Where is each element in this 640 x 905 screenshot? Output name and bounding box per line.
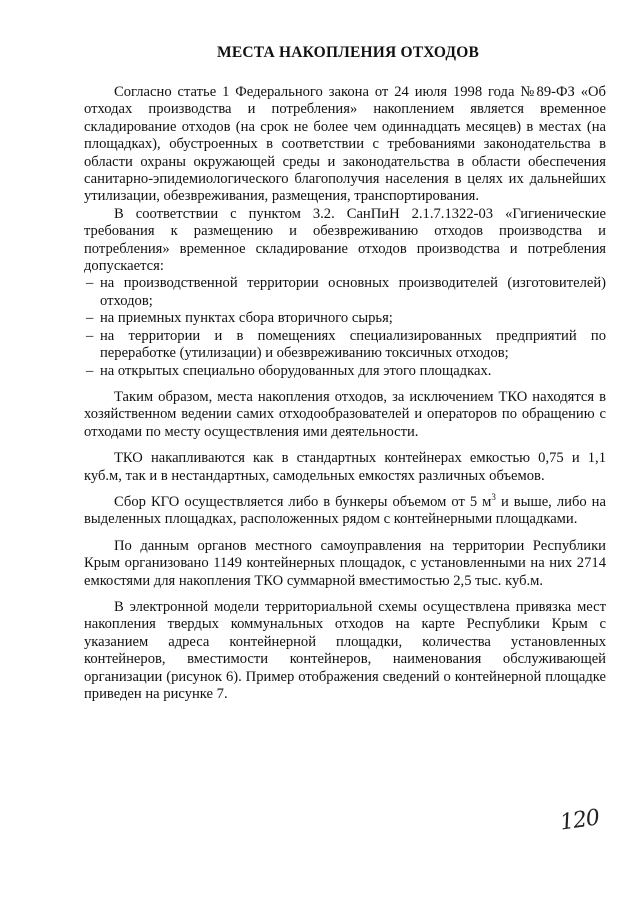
handwritten-page-number: 120 bbox=[558, 805, 601, 836]
paragraph-sanpin: В соответствии с пунктом 3.2. СанПиН 2.1.7.1322-03 «Гигиенические требования к размещению и обезвреживанию отходов производства и потребления» временное складирование отходов производства и потребления допускается: bbox=[84, 205, 606, 275]
paragraph-kgo-collection bbox=[84, 494, 606, 529]
bullet-dash: – bbox=[86, 362, 94, 379]
kgo-text-end: и выше, либо на выделенных площадках, расположенных рядом с контейнерными площадками. bbox=[84, 493, 606, 528]
list-item bbox=[84, 328, 606, 363]
kgo-text-start: Сбор КГО осуществляется либо в бункеры объемом от 5 м bbox=[114, 493, 492, 510]
list-item-text: на производственной территории основных производителей (изготовителей) отходов; bbox=[100, 275, 606, 309]
paragraph-electronic-model: В электронной модели территориальной схемы осуществлена привязка мест накопления твердых коммунальных отходов на карте Республики Крым с указанием адреса контейнерной площадки, количества установленных контейнеров, вместимости контейнеров, наименования обслуживающей организации (рисунок 6). Пример отображения сведений о контейнерной площадке приведен на рисунке 7. bbox=[84, 598, 606, 702]
list-item-text: на территории и в помещениях специализированных предприятий по переработке (утилизации) и обезвреживанию токсичных отходов; bbox=[100, 327, 606, 362]
list-item bbox=[84, 275, 606, 310]
list-item-text: на открытых специально оборудованных для этого площадках. bbox=[100, 362, 492, 379]
page-title: МЕСТА НАКОПЛЕНИЯ ОТХОДОВ bbox=[216, 44, 480, 61]
paragraph-conclusion: Таким образом, места накопления отходов, за исключением ТКО находятся в хозяйственном ведении самих отходообразователей и операторов по обращению с отходами по месту осуществления ими деятельности. bbox=[84, 388, 606, 440]
cubic-superscript: 3 bbox=[491, 492, 496, 503]
list-item bbox=[84, 363, 606, 380]
list-item bbox=[84, 310, 606, 327]
bullet-dash: – bbox=[86, 275, 94, 292]
bullet-dash: – bbox=[86, 310, 94, 327]
bullet-dash: – bbox=[86, 327, 94, 344]
page-content bbox=[84, 44, 606, 703]
paragraph-statistics: По данным органов местного самоуправления на территории Республики Крым организовано 1149 контейнерных площадок, с установленными на них 2714 емкостями для накопления ТКО суммарной вместимостью 2,5 тыс. куб.м. bbox=[84, 537, 606, 589]
paragraph-definition: Согласно статье 1 Федерального закона от 24 июля 1998 года №89-ФЗ «Об отходах производства и потребления» накоплением является временное складирование отходов (на срок не более чем одиннадцать месяцев) в местах (на площадках), обустроенных в соответствии с требованиями законодательства в области охраны окружающей среды и законодательства в области обеспечения санитарно-эпидемиологического благополучия населения в целях их дальнейших утилизации, обезвреживания, размещения, транспортирования. bbox=[84, 84, 606, 205]
paragraph-tko-containers: ТКО накапливаются как в стандартных контейнерах емкостью 0,75 и 1,1 куб.м, так и в нестандартных, самодельных емкостях различных объемов. bbox=[84, 450, 606, 484]
list-item-text: на приемных пунктах сбора вторичного сырья; bbox=[100, 310, 393, 327]
bullet-list bbox=[84, 275, 606, 379]
